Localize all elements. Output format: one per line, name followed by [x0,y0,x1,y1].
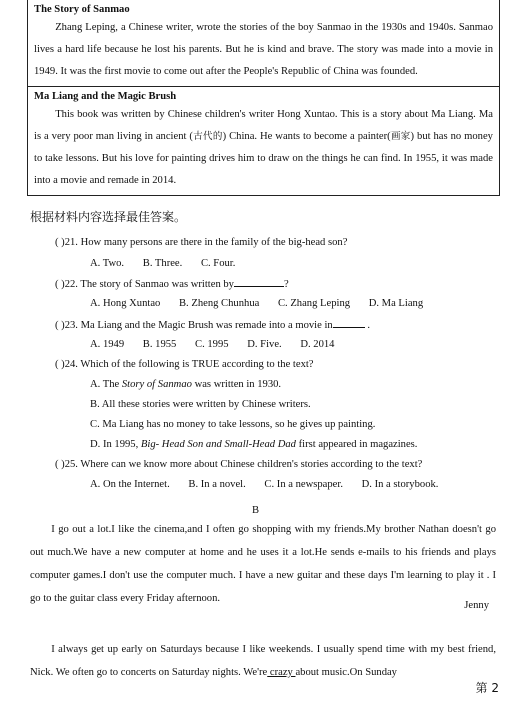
answer-blank [234,276,284,287]
question-24-option-c: C. Ma Liang has no money to take lessons, so he gives up painting. [90,419,376,430]
answer-blank [333,317,365,328]
reading-material-box [27,0,500,196]
story-sanmao-text: Zhang Leping, a Chinese writer, wrote the stories of the boy Sanmao in the 1930s and 1940s. Sanmao lives a hard life because he lost his parents. But he is kind and brave. The story was made into a movie in 1949. It was the first movie to come out after the People's Republic of China was founded. [34,22,493,77]
ma-liang-text: This book was written by Chinese children's writer Hong Xuntao. This is a story about Ma Liang. Ma is a very poor man living in ancient (古代的) China. He wants to become a painter(画家) but has no money to take lessons. But his love for painting drives him to draw on the things he can find. In 1955, it was made into a movie and remade in 2014. [34,109,493,186]
question-25-options [90,477,490,493]
question-24: ( )24. Which of the following is TRUE according to the text? [55,359,314,370]
underlined-word: crazy [267,667,296,678]
question-21: ( )21. How many persons are there in the family of the big-head son? [55,237,348,248]
instruction: 根据材料内容选择最佳答案。 [30,210,187,224]
option-c: C. Four. [200,258,236,269]
option-a: A. Two. [90,258,125,269]
question-24-option-b: B. All these stories were written by Chinese writers. [90,399,311,410]
question-24-option-d: D. In 1995, Big- Head Son and Small-Head Dad first appeared in magazines. [90,439,418,450]
option-c: C. In a newspaper. [264,479,343,490]
option-a: A. Hong Xuntao [90,298,161,309]
ma-liang-box [28,86,499,195]
question-23: ( )23. Ma Liang and the Magic Brush was remade into a movie in . [55,317,495,334]
option-e: D. 2014 [300,339,335,350]
passage-paragraph-2: I always get up early on Saturdays because I like weekends. I usually spend time with my best friend, Nick. We often go to concerts on Saturday nights. We're crazy about music.On Sunday [30,644,496,678]
option-c: C. 1995 [195,339,229,350]
question-22-options [90,296,490,312]
signature: Jenny [464,600,489,611]
question-21-options [90,256,490,272]
question-23-options [90,337,490,353]
option-b: B. Zheng Chunhua [178,298,260,309]
option-b: B. Three. [142,258,183,269]
option-b: B. In a novel. [188,479,246,490]
passage-paragraph-1: I go out a lot.I like the cinema,and I often go shopping with my friends.My brother Nathan doesn't go out much.We have a new computer at home and he uses it a lot.He sends e-mails to his friends and plays computer games.I don't use the computer much. I have a new guitar and these days I'm learning to play it . I go to the guitar class every Friday afternoon. [30,524,496,604]
page-number: 第 2 [475,681,499,695]
question-22: ( )22. The story of Sanmao was written by ? [55,276,495,293]
story-sanmao-box [28,0,499,86]
option-d: D. Ma Liang [368,298,424,309]
story-sanmao-title: The Story of Sanmao [34,4,130,15]
option-a: A. On the Internet. [90,479,170,490]
option-d: D. Five. [247,339,282,350]
ma-liang-title: Ma Liang and the Magic Brush [34,91,177,102]
option-a: A. 1949 [90,339,125,350]
option-b: B. 1955 [142,339,177,350]
option-c: C. Zhang Leping [277,298,351,309]
section-b-label: B [251,505,260,516]
option-d: D. In a storybook. [361,479,439,490]
question-25: ( )25. Where can we know more about Chinese children's stories according to the text? [55,459,423,470]
question-24-option-a: A. The Story of Sanmao was written in 1930. [90,379,282,390]
